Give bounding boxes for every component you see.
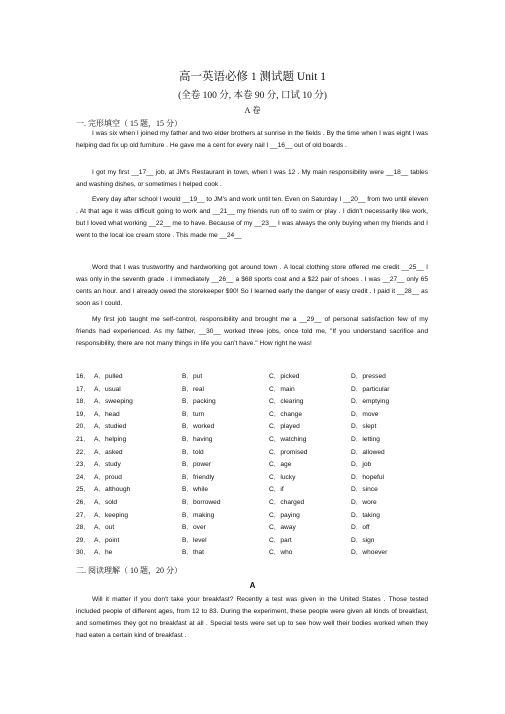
options-table: [76, 370, 436, 559]
option-row: 23． A．study B．power C．age D．job: [76, 461, 372, 469]
cloze-paragraph-5: My first job taught me self-control, responsibility and brought me a __29__ of personal satisfaction few of my friends had experienced. As my father, __30__ worked three jobs, once told me, "If you understand sacrifice and responsibility, there are not many things in life you can't have." How right he was!: [76, 316, 428, 347]
reading-paragraph-a: Will it matter if you don't take your breakfast? Recently a test was given in the United States . Those tested included people of different ages, from 12 to 83. During the experiment, these people were given all kinds of breakfast, and sometimes they got no breakfast at all . Special tests were set up to see how well their bodies worked when they had eaten a certain kind of breakfast .: [76, 596, 428, 639]
option-row: 17． A．usual B．real C．main D．particular: [76, 385, 390, 393]
option-row: 27． A．keeping B．making C．paying D．taking: [76, 511, 380, 519]
passage-a-label: A: [249, 581, 256, 590]
reading-heading: 二. 阅读理解（ 10 题，20 分）: [76, 566, 182, 575]
section-a-label: A 卷: [244, 105, 261, 115]
option-row: 29． A．point B．level C．part D．sign: [76, 536, 375, 544]
option-row: 30． A．he B．that C．who D．whoever: [76, 549, 388, 557]
cloze-paragraph-4: Word that I was trustworthy and hardworking got around town . A local clothing store offered me credit __25__ I was only in the seventh grade . I immediately __26__ a $68 sports coat and a $22 pair of shoes . I was __27__ only 65 cents an hour. and I already owed the storekeeper $90! So I learned early the danger of easy credit . I paid it __28__ as soon as I could.: [76, 264, 428, 307]
option-row: 20． A．studied B．worked C．played D．slept: [76, 423, 377, 431]
cloze-paragraph-2: I got my first __17__ job, at JM's Restaurant in town, when I was 12 . My main responsibility were __18__ tables and washing dishes, or sometimes I helped cook .: [76, 169, 428, 188]
option-row: 25． A．although B．while C．if D．since: [76, 486, 378, 494]
cloze-paragraph-3: Every day after school I would __19__ to JM's and work until ten. Even on Saturday I __20__ from two until eleven . At that age it was difficult going to work and __21__ my friends run off to swim or play . I didn't necessarily like work, but I loved what working __22__ me to have. Because of my __23__ I was always the only buying when my friends and I went to the local ice cream store . This made me __24__: [76, 196, 428, 239]
option-row: 24． A．proud B．friendly C．lucky D．hopeful: [76, 473, 384, 481]
cloze-heading: 一. 完形填空（ 15 题，15 分）: [76, 119, 182, 128]
page-subtitle: (全卷 100 分, 本卷 90 分, 口试 10 分): [178, 91, 327, 101]
option-row: 16． A．pulled B．put C．picked D．pressed: [76, 373, 386, 380]
option-row: 28． A．out B．over C．away D．off: [76, 524, 370, 532]
option-row: 21． A．helping B．having C．watching D．letting: [76, 435, 380, 443]
option-row: 26． A．sold B．borrowed C．charged D．wore: [76, 498, 377, 506]
option-row: 19． A．head B．turn C．change D．move: [76, 410, 379, 418]
option-row: 18． A．sweeping B．packing C．clearing D．emptying: [76, 398, 390, 406]
page-title: 高一英语必修 1 测试题 Unit 1: [179, 71, 326, 83]
cloze-paragraph-1: I was six when I joined my father and two elder brothers at sunrise in the fields . By the time when I was eight I was helping dad fix up old furniture . He gave me a cent for every nail I __16__ out of old boards .: [76, 130, 428, 149]
option-row: 22． A．asked B．told C．promised D．allowed: [76, 448, 385, 456]
